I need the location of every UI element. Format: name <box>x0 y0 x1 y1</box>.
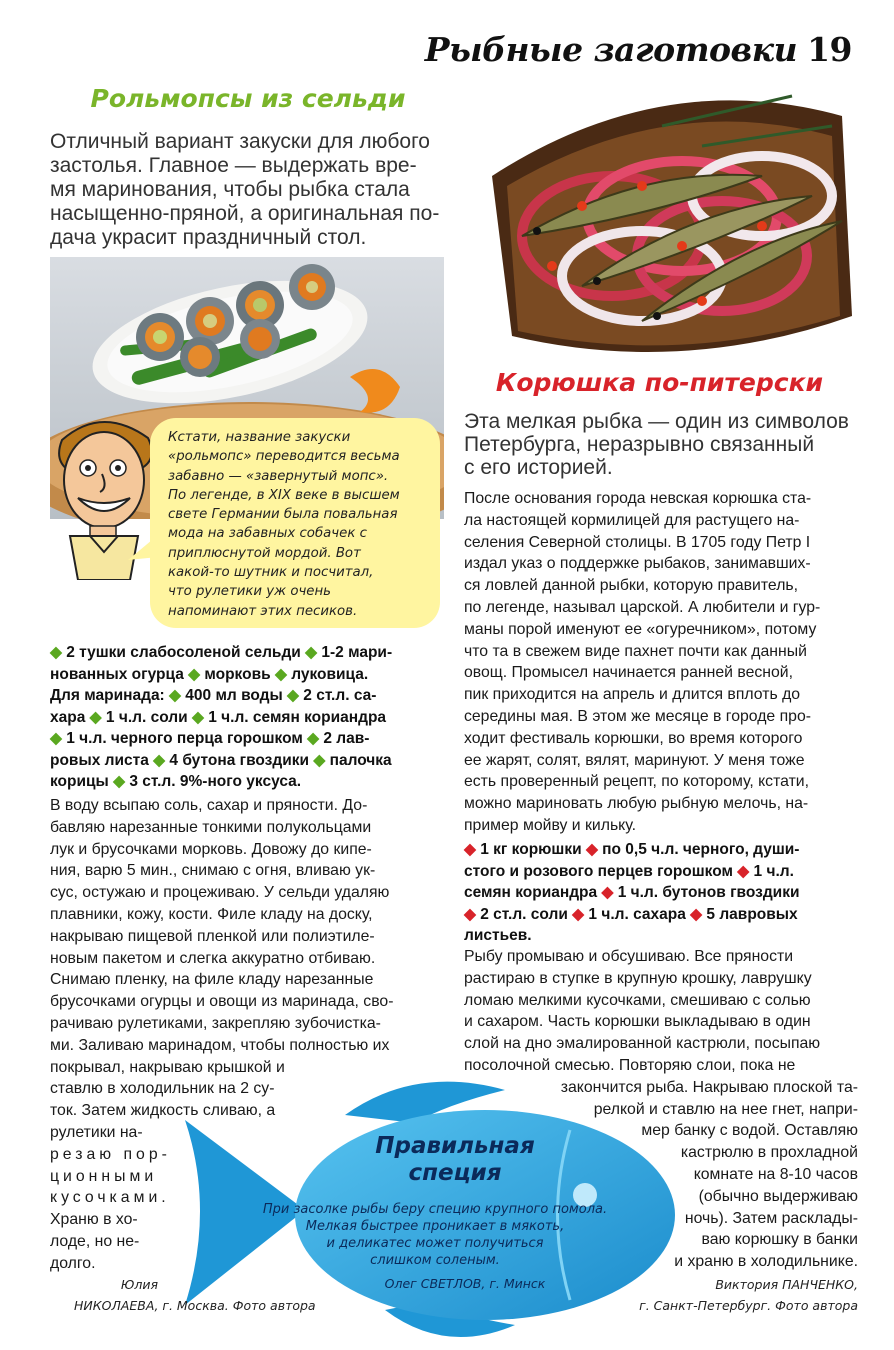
recipe2-lead <box>464 410 859 479</box>
recipe2-title: Корюшка по-питерски <box>495 368 824 397</box>
body-line: комнате на 8-10 часов <box>693 1165 858 1183</box>
ingredient: морковь <box>204 665 271 683</box>
body-line: посолочной смесью. Повторяю слои, пока не <box>464 1056 796 1074</box>
ingredient: луковица. <box>291 665 369 683</box>
ingredient: ровых листа <box>50 751 149 769</box>
recipe2-ingredients: ◆ 1 кг корюшки ◆ по 0,5 ч.л. черного, души- стого и розового перцев горошком ◆ 1 ч.л. семян кориандра ◆ 1 ч.л. бутонов гвоздики ◆ 2 ст.л. соли ◆ 1 ч.л. сахара ◆ 5 лавровых листьев. <box>464 841 800 944</box>
ingredient: 1 ч.л. бутонов гвоздики <box>617 884 800 901</box>
body-line: середины мая. В этом же месяце в городе про- <box>464 707 811 725</box>
lead-line: с его историей. <box>464 456 613 479</box>
body-line: и храню в холодильнике. <box>674 1253 858 1271</box>
body-line: релкой и ставлю на нее гнет, напри- <box>593 1100 858 1118</box>
ingredient: корицы <box>50 773 109 790</box>
tip-title-line: специя <box>408 1160 502 1186</box>
ingredient: 400 мл воды <box>185 687 283 704</box>
tip-text <box>168 428 430 621</box>
body-line: растираю в ступке в крупную крошку, лаврушку <box>464 969 812 987</box>
tip-box-signature: Олег СВЕТЛОВ, г. Минск <box>384 1276 546 1291</box>
body-line: (обычно выдерживаю <box>698 1187 858 1205</box>
body-line: ночь). Затем расклады- <box>684 1209 858 1227</box>
ingredient: семян кориандра <box>464 884 598 901</box>
body-line: закончится рыба. Накрываю плоской та- <box>560 1078 858 1096</box>
ingredient: 2 ст.л. соли <box>480 905 568 923</box>
recipe2-intro <box>464 488 858 837</box>
body-line: маны порой именуют ее «огуречником», потому <box>464 620 817 638</box>
ingredient: 5 лавровых <box>706 905 798 923</box>
body-line: ния, варю 5 мин., снимаю с огня, вливаю ук- <box>50 862 376 880</box>
body-line: Рыбу промываю и обсушиваю. Все пряности <box>464 948 794 965</box>
body-line: новым пакетом и слегка аккуратно отбиваю. <box>50 949 376 967</box>
tip-text-line: При засолке рыбы беру специю крупного помола. <box>262 1202 608 1217</box>
tip-line: мода на забавных собачек с <box>168 526 367 542</box>
ingredient: по 0,5 ч.л. черного, души- <box>602 841 800 858</box>
tip-line: Кстати, название закуски <box>168 430 351 445</box>
ingredient: 2 лав- <box>323 730 370 747</box>
body-line: лук и брусочками морковь. Довожу до кипе- <box>50 840 372 858</box>
smelt-photo <box>462 86 858 358</box>
body-line: лоде, но не- <box>50 1232 140 1250</box>
tip-box-text <box>255 1201 615 1269</box>
body-line: ток. Затем жидкость сливаю, а <box>50 1102 276 1120</box>
lead-line: Отличный вариант закуски для любого <box>50 130 430 153</box>
tip-line: какой-то шутник и посчитал, <box>168 565 374 581</box>
recipe1-lead <box>50 130 445 250</box>
tip-line: свете Германии была повальная <box>168 507 398 523</box>
body-line: ваю корюшку в банки <box>701 1231 858 1249</box>
ingredient: 1 кг корюшки <box>480 841 582 858</box>
body-line: рачиваю рулетиками, закрепляю зубочистка- <box>50 1014 381 1032</box>
ingredient: 2 ст.л. са- <box>303 687 377 704</box>
lead-line: Эта мелкая рыбка — один из символов <box>464 410 849 433</box>
ingredient: 3 ст.л. 9%-ного уксуса. <box>129 773 302 790</box>
body-line: рулетики на- <box>50 1123 143 1141</box>
body-line: ходит фестиваль корюшки, во время которого <box>464 729 803 747</box>
body-line: ционными <box>50 1167 158 1185</box>
recipe2-author-name: Виктория ПАНЧЕНКО, <box>715 1277 858 1292</box>
body-line: кусочками. <box>50 1189 170 1207</box>
recipe2-author-rest: г. Санкт-Петербург. Фото автора <box>639 1298 858 1313</box>
lead-line: застолья. Главное — выдержать вре- <box>50 154 417 177</box>
body-line: накрываю пищевой пленкой или полиэтиле- <box>50 927 375 945</box>
recipe1-author-first: Юлия <box>120 1277 158 1292</box>
recipe1-title: Рольмопсы из сельди <box>90 84 406 113</box>
ingredient: хара <box>50 708 86 726</box>
body-line: овощ. Промысел начинается ранней весной, <box>464 664 793 682</box>
ingredient: 1 ч.л. сахара <box>588 905 686 923</box>
body-line: мер банку с водой. Оставляю <box>641 1122 858 1140</box>
body-line: долго. <box>50 1254 96 1272</box>
recipe1-author-rest: НИКОЛАЕВА, г. Москва. Фото автора <box>74 1298 316 1313</box>
ingredient: нованных огурца <box>50 665 184 683</box>
body-line: издал указ о поддержке рыбаков, занимавших- <box>464 555 811 573</box>
ingredient: 1 ч.л. <box>753 862 794 880</box>
ingredient: 1 ч.л. соли <box>105 708 188 726</box>
tip-line: забавно — «завернутый мопс». <box>168 468 389 484</box>
body-line: ставлю в холодильник на 2 су- <box>50 1080 275 1098</box>
bubble-tail <box>128 535 158 565</box>
ingredient: палочка <box>329 751 392 769</box>
tip-line: приплюснутой мордой. Вот <box>168 545 361 561</box>
body-line: бавляю нарезанные тонкими полукольцами <box>50 818 372 836</box>
body-line: После основания города невская корюшка ста- <box>464 490 812 507</box>
body-line: резаю пор- <box>50 1145 171 1163</box>
body-line: что та в свежем виде пахнет почти как данный <box>464 642 807 660</box>
body-line: В воду всыпаю соль, сахар и пряности. До- <box>50 797 368 814</box>
lead-line: Петербурга, неразрывно связанный <box>464 433 815 456</box>
section-header <box>425 30 852 69</box>
tip-line: напоминают этих песиков. <box>168 603 358 619</box>
body-line: ми. Заливаю маринадом, чтобы полностью их <box>50 1036 390 1054</box>
ingredient: 1-2 мари- <box>321 644 393 661</box>
ingredient: 4 бутона гвоздики <box>169 751 310 769</box>
tip-title-line: Правильная <box>375 1133 535 1159</box>
ingredient: 1 ч.л. семян кориандра <box>208 708 387 726</box>
tip-line: что рулетики уж очень <box>168 584 332 600</box>
ingredient: листьев. <box>464 927 532 944</box>
body-line: пример мойву и кильку. <box>464 816 636 834</box>
body-line: кастрюлю в прохладной <box>680 1144 858 1162</box>
body-line: ломаю мелкими кусочками, смешиваю с солью <box>464 991 811 1009</box>
body-line: есть проверенный рецепт, по которому, кстати, <box>464 773 810 791</box>
section-title: Рыбные заготовки <box>424 30 798 69</box>
tip-line: По легенде, в XIX веке в высшем <box>168 487 400 503</box>
body-line: ла настоящей кормилицей для растущего на- <box>464 511 800 529</box>
tip-text-line: Мелкая быстрее проникает в мякоть, <box>305 1219 565 1234</box>
lead-line: дача украсит праздничный стол. <box>50 226 367 249</box>
body-line: Снимаю пленку, на филе кладу нарезанные <box>50 971 374 989</box>
ingredient: 2 тушки слабосоленой сельди <box>66 644 301 661</box>
recipe1-ingredients: ◆ 2 тушки слабосоленой сельди ◆ 1-2 мари- нованных огурца ◆ морковь ◆ луковица. Для маринада: ◆ 400 мл воды ◆ 2 ст.л. са- хара ◆ 1 ч.л. соли ◆ 1 ч.л. семян кориандра ◆ 1 ч.л. черного перца горошком ◆ 2 лав- ровых листа ◆ 4 бутона гвоздики ◆ палочка корицы ◆ 3 ст.л. 9%-ного уксуса. <box>50 644 393 790</box>
ingredient: 1 ч.л. черного перца горошком <box>66 730 303 747</box>
ingredient-heading: Для маринада: <box>50 687 165 704</box>
tip-box-title <box>355 1133 555 1187</box>
ingredient: стого и розового перцев горошком <box>464 862 733 880</box>
body-line: ее жарят, солят, вялят, маринуют. У меня тоже <box>464 751 805 769</box>
body-line: покрывал, накрываю крышкой и <box>50 1058 285 1076</box>
tip-line: «рольмопс» переводится весьма <box>168 449 400 465</box>
body-line: по легенде, называл царской. А любители и гур- <box>464 598 821 616</box>
body-line: селения Северной столицы. В 1705 году Петр I <box>464 533 811 551</box>
body-line: пик приходится на апрель и длится вплоть до <box>464 686 801 704</box>
body-line: Храню в хо- <box>50 1211 138 1229</box>
body-line: можно мариновать любую рыбную мелочь, на- <box>464 795 809 813</box>
body-line: плавники, кожу, кости. Филе кладу на доску, <box>50 905 373 923</box>
tip-text-line: слишком соленым. <box>370 1253 500 1268</box>
page-number: 19 <box>807 30 852 69</box>
body-line: сус, остужаю и процеживаю. У сельди удаляю <box>50 884 390 902</box>
lead-line: насыщенно-пряной, а оригинальная по- <box>50 202 440 225</box>
body-line: слой на дно эмалированной кастрюли, посыпаю <box>464 1035 821 1053</box>
body-line: брусочками огурцы и овощи из маринада, сво- <box>50 993 394 1011</box>
tip-text-line: и деликатес может получиться <box>326 1236 544 1251</box>
body-line: и сахаром. Часть корюшки выкладываю в один <box>464 1013 811 1031</box>
body-line: ся ловлей данной рыбки, которую правитель, <box>464 577 799 595</box>
lead-line: мя маринования, чтобы рыбка стала <box>50 178 410 201</box>
